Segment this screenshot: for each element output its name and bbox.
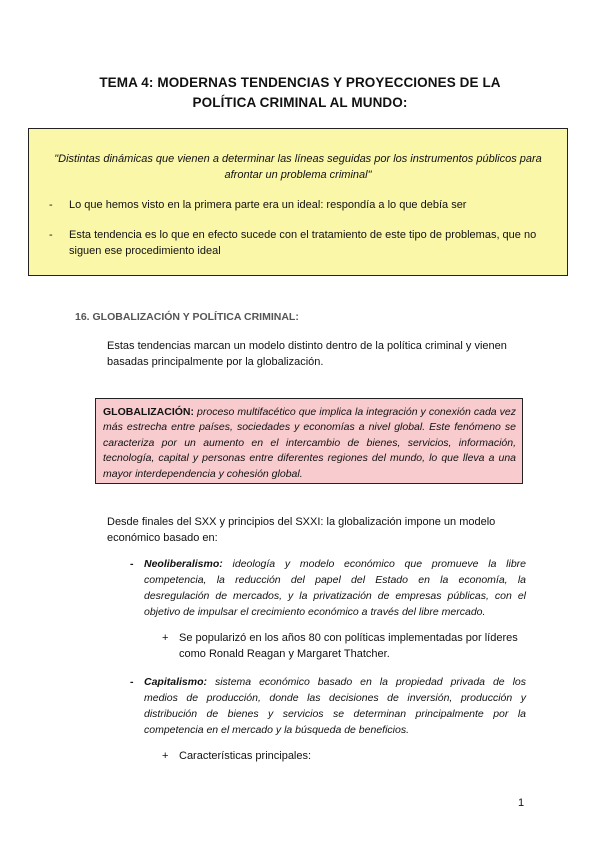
definition-line-1: proceso multifacético que implica la integración y conexión cada vez: [194, 406, 516, 418]
subitem-line-1: Características principales:: [179, 750, 312, 762]
plus-marker: +: [162, 632, 169, 644]
page-number: 1: [518, 797, 525, 809]
intro-bullet-2-line-1: Esta tendencia es lo que en efecto sucede con el tratamiento de este tipo de problemas, que no: [69, 229, 537, 241]
capitalismo-line-3: distribución de bienes y servicios se determinan principalmente por la: [144, 708, 526, 720]
intro-bullet-2-line-2: siguen ese procedimiento ideal: [69, 245, 221, 257]
neoliberalismo-item: [130, 556, 526, 620]
bullet-marker: -: [130, 558, 134, 570]
page-title: [60, 73, 540, 113]
neoliberalismo-line-2: competencia, la reducción del papel del Estado en la economía, la: [144, 574, 526, 586]
intro-paragraph: [107, 338, 521, 370]
paragraph-line-2: económico basado en:: [107, 532, 218, 544]
definition-line-2: más estrecha entre países, sociedades y economías a nivel global. Este fenómeno se: [103, 421, 516, 434]
quote-line-1: "Distintas dinámicas que vienen a determinar las líneas seguidas por los instrumentos públicos para: [54, 153, 542, 165]
quote-line-2: afrontar un problema criminal": [224, 169, 372, 181]
capitalismo-line-2: medios de producción, donde las decisiones de inversión, producción y: [144, 692, 526, 704]
title-line-1: TEMA 4: MODERNAS TENDENCIAS Y PROYECCIONES DE LA: [99, 75, 501, 90]
capitalismo-term: Capitalismo:: [144, 676, 208, 688]
definition-line-4: tecnología, capital y personas entre diferentes regiones del mundo, lo que lleva a una: [103, 452, 516, 465]
neoliberalismo-term: Neoliberalismo:: [144, 558, 223, 570]
neoliberalismo-line-3: desregulación de mercados, y la privatización de empresas públicas, con el: [144, 590, 526, 602]
subitem-line-1: Se popularizó en los años 80 con políticas implementadas por líderes: [179, 632, 518, 644]
economic-model-paragraph: [107, 514, 521, 546]
intro-bullet-1: [49, 197, 549, 213]
neoliberalismo-line-4: objetivo de impulsar el crecimiento económico a través del libre mercado.: [144, 606, 486, 618]
bullet-marker: -: [130, 676, 134, 688]
definition-line-5: mayor interdependencia y cohesión global.: [103, 467, 303, 480]
intro-bullet-1-text: Lo que hemos visto en la primera parte era un ideal: respondía a lo que debía ser: [69, 199, 467, 211]
subitem-line-2: como Ronald Reagan y Margaret Thatcher.: [179, 648, 390, 660]
plus-marker: +: [162, 750, 169, 762]
neoliberalismo-subitem: [162, 630, 526, 662]
paragraph-line-2: basadas principalmente por la globalización.: [107, 356, 324, 368]
capitalismo-line-1: sistema económico basado en la propiedad privada de los: [207, 676, 526, 688]
globalizacion-definition-box: [95, 398, 523, 484]
definition-line-3: caracteriza por un aumento en el intercambio de bienes, servicios, información,: [103, 436, 516, 449]
capitalismo-subitem: [162, 748, 526, 764]
capitalismo-line-4: competencia en el mercado y la búsqueda de beneficios.: [144, 724, 410, 736]
capitalismo-item: [130, 674, 526, 738]
intro-box: [28, 128, 568, 276]
definition-term: GLOBALIZACIÓN:: [103, 406, 194, 418]
intro-bullet-2: [49, 227, 549, 259]
dash-marker: -: [49, 229, 53, 241]
paragraph-line-1: Desde finales del SXX y principios del SXXI: la globalización impone un modelo: [107, 516, 496, 528]
neoliberalismo-line-1: ideología y modelo económico que promueve la libre: [222, 558, 526, 570]
dash-marker: -: [49, 199, 53, 211]
paragraph-line-1: Estas tendencias marcan un modelo distinto dentro de la política criminal y vienen: [107, 340, 507, 352]
intro-quote: [47, 151, 549, 183]
title-line-2: POLÍTICA CRIMINAL AL MUNDO:: [192, 95, 408, 110]
section-heading: 16. GLOBALIZACIÓN Y POLÍTICA CRIMINAL:: [75, 311, 299, 323]
